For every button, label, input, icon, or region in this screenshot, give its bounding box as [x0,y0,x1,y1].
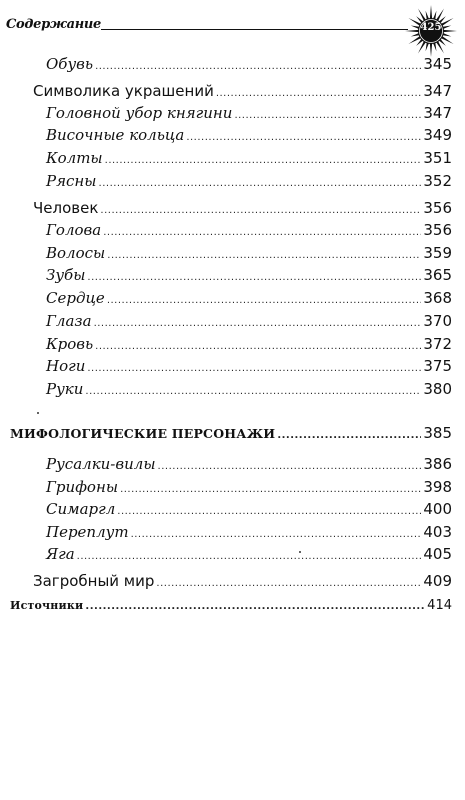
toc-entry-page: 356 [423,199,452,217]
toc-entry-title: Голова [46,221,102,239]
header-title: Содержание [6,17,102,32]
dot-leader [77,551,422,562]
page-number-emblem [404,4,458,58]
print-speck [299,551,301,553]
dot-leader [103,227,421,238]
header-rule [101,29,408,30]
toc-entry-title: Ноги [46,357,86,375]
dot-leader [95,341,421,352]
dot-leader [277,430,421,441]
dot-leader [156,578,421,589]
toc-entry [46,289,452,313]
toc-entry-page: 398 [423,478,452,496]
dot-leader [100,205,421,216]
toc-entry-title: Грифоны [46,478,119,496]
toc-entry-title: Символика украшений [33,82,214,100]
dot-leader [87,272,421,283]
dot-leader [120,484,421,495]
toc-entry [46,55,452,79]
toc-entry-page: 386 [423,455,452,473]
toc-entry-title: Обувь [46,55,94,73]
toc-entry-title: Зубы [46,266,86,284]
toc-entry-title: Височные кольца [46,126,185,144]
toc-entry [46,478,452,502]
toc-entry-page: 352 [423,172,452,190]
toc-entry [46,380,452,404]
dot-leader [85,601,425,612]
toc-entry-page: 405 [423,545,452,563]
dot-leader [234,110,421,121]
toc-entry-title: Русалки-вилы [46,455,156,473]
toc-entry [46,335,452,359]
toc-entry-title: Человек [33,199,99,217]
page-header [0,0,465,55]
dot-leader [99,178,422,189]
toc-entry [46,149,452,173]
toc-entry-page: 385 [423,424,452,442]
dot-leader [117,506,421,517]
toc-entry-title: Колты [46,149,103,167]
toc-entry-title: Глаза [46,312,92,330]
toc-entry-page: 349 [423,126,452,144]
toc-entry [46,126,452,150]
toc-entry [46,523,452,547]
toc-entry [46,312,452,336]
toc-entry-page: 403 [423,523,452,541]
toc-entry-page: 368 [423,289,452,307]
toc-entry [33,82,452,106]
toc-entry [10,424,452,448]
toc-entry-title: Головной убор княгини [46,104,233,122]
toc-entry-title: Симаргл [46,500,116,518]
toc-entry [10,598,452,622]
toc-entry-title: Руки [46,380,84,398]
toc-entry-page: 409 [423,572,452,590]
toc-entry-page: 414 [427,598,452,613]
dot-leader [216,88,422,99]
toc-entry-title: Сердце [46,289,105,307]
toc-entry [46,172,452,196]
toc-entry [46,545,452,569]
dot-leader [186,132,421,143]
toc-entry-title: МИФОЛОГИЧЕСКИЕ ПЕРСОНАЖИ [10,426,276,441]
dot-leader [158,461,422,472]
toc-entry-title: Переплут [46,523,129,541]
toc-entry [46,500,452,524]
toc-entry [33,572,452,596]
page-number: 425 [420,22,442,33]
toc-entry-page: 359 [423,244,452,262]
toc-entry-page: 351 [423,149,452,167]
dot-leader [85,386,421,397]
toc-entry [46,221,452,245]
toc-entry [46,244,452,268]
toc-entry-title: Кровь [46,335,94,353]
dot-leader [105,155,422,166]
toc-entry [46,104,452,128]
dot-leader [95,61,421,72]
toc-entry-page: 370 [423,312,452,330]
toc-entry [46,357,452,381]
dot-leader [87,363,421,374]
toc-entry-title: Загробный мир [33,572,155,590]
toc-entry-title: Источники [10,599,84,612]
toc-entry-page: 372 [423,335,452,353]
toc-entry-page: 356 [423,221,452,239]
toc-entry-title: Яга [46,545,75,563]
print-speck [37,412,39,414]
toc-entry-page: 365 [423,266,452,284]
toc-entry-page: 345 [423,55,452,73]
dot-leader [107,295,422,306]
dot-leader [94,318,422,329]
dot-leader [107,250,421,261]
toc-entry [46,455,452,479]
toc-entry-page: 380 [423,380,452,398]
toc-entry-page: 400 [423,500,452,518]
dot-leader [131,529,422,540]
toc-entry-page: 347 [423,82,452,100]
toc-entry-title: Волосы [46,244,106,262]
toc-entry-title: Рясны [46,172,97,190]
toc-entry [46,266,452,290]
toc-entry [33,199,452,223]
toc-entry-page: 347 [423,104,452,122]
toc-entry-page: 375 [423,357,452,375]
